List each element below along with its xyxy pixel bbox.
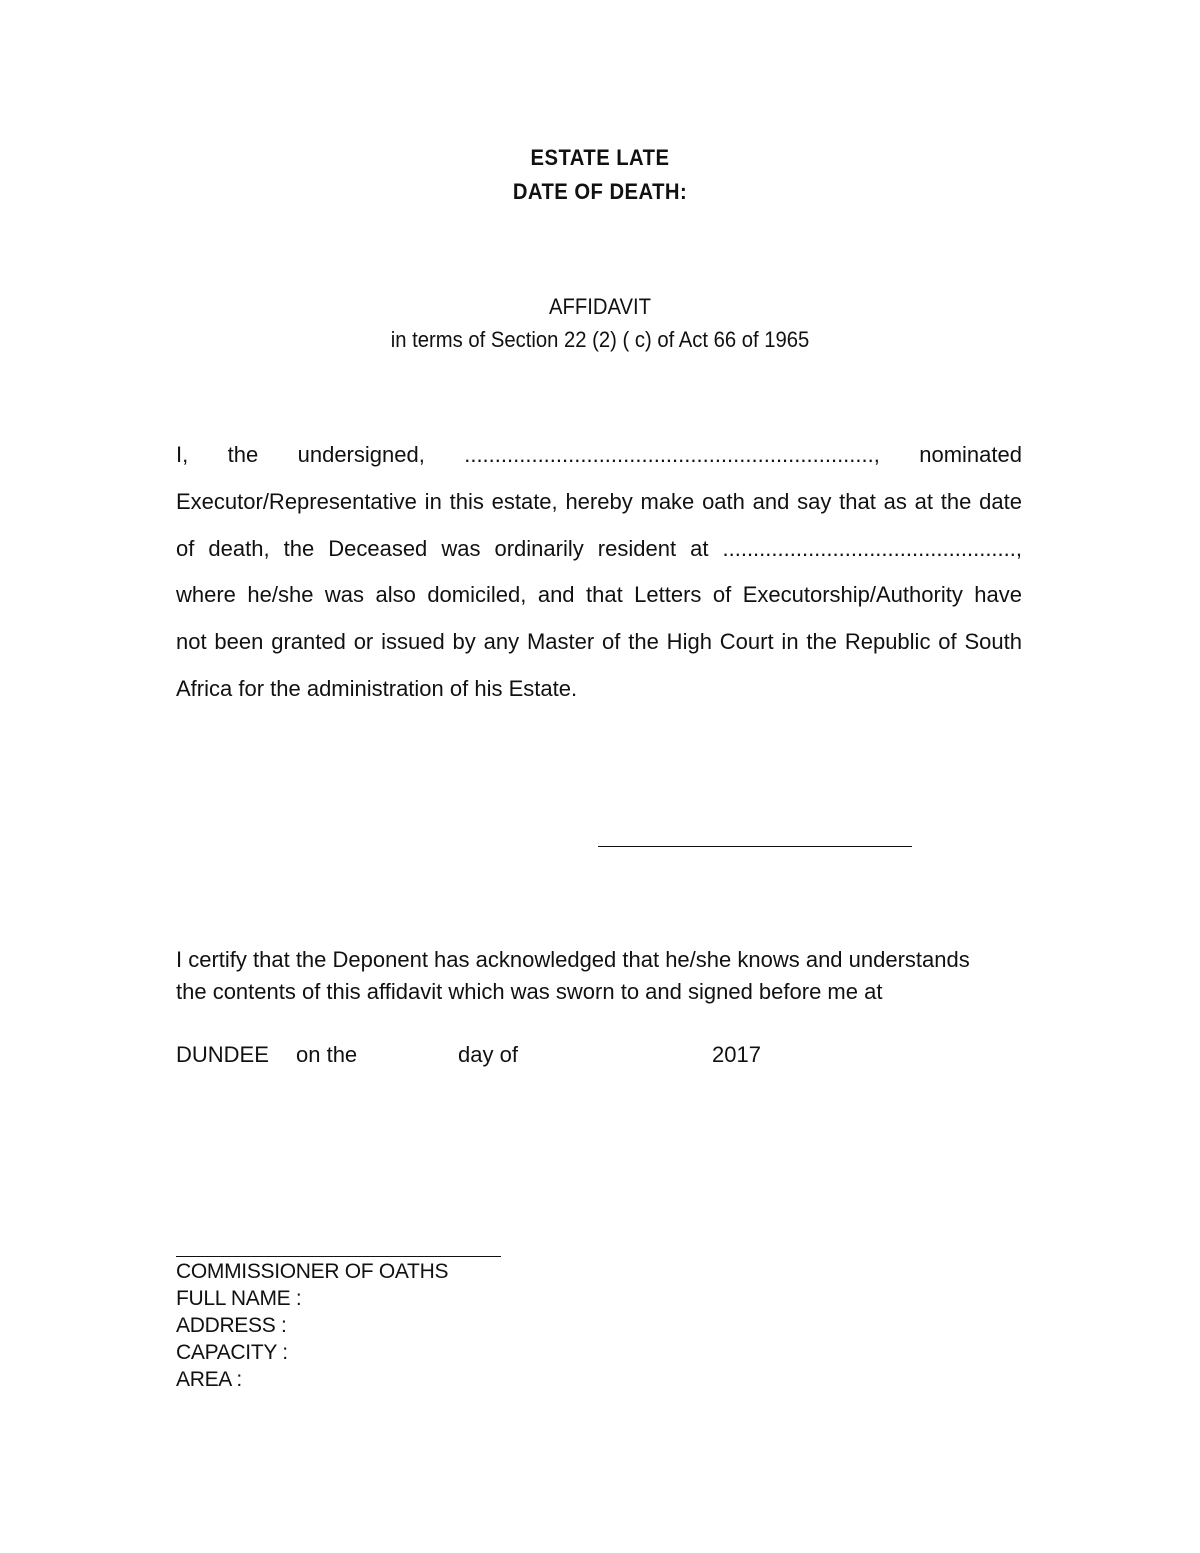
day-of-label: day of <box>458 1042 518 1067</box>
commissioner-title: COMMISSIONER OF OATHS <box>176 1260 449 1283</box>
place-name: DUNDEE <box>176 1042 269 1067</box>
date-of-death-heading: DATE OF DEATH: <box>512 179 688 204</box>
on-the-label: on the <box>296 1042 358 1067</box>
certification-line-1: I certify that the Deponent has acknowledged that he/she knows and understands <box>176 947 970 972</box>
statement-line-3: of death, the Deceased was ordinarily resident at ................................................, <box>176 535 1022 561</box>
statement-line-6: Africa for the administration of his Estate. <box>176 675 578 701</box>
deponent-signature-line <box>598 846 912 847</box>
capacity-label: CAPACITY : <box>176 1341 288 1364</box>
affidavit-title: AFFIDAVIT <box>549 294 651 319</box>
statement-line-4: where he/she was also domiciled, and that Letters of Executorship/Authority have <box>176 582 1022 608</box>
name-blank: ..................................................................., <box>464 442 880 467</box>
year-value: 2017 <box>712 1042 761 1067</box>
full-name-label: FULL NAME : <box>176 1287 302 1310</box>
address-label: ADDRESS : <box>176 1314 287 1337</box>
estate-late-heading: ESTATE LATE <box>530 145 670 170</box>
area-label: AREA : <box>176 1368 242 1391</box>
commissioner-signature-line <box>176 1256 501 1257</box>
statement-line-5: not been granted or issued by any Master of the High Court in the Republic of South <box>176 629 1022 655</box>
statement-word: the <box>227 442 259 467</box>
certification-line-2: the contents of this affidavit which was sworn to and signed before me at <box>176 979 883 1004</box>
commissioner-block <box>176 1258 448 1393</box>
statement-word: undersigned, <box>297 442 425 467</box>
statement-paragraph <box>176 432 1022 713</box>
statement-line-1 <box>176 432 1022 479</box>
statement-word: I, <box>176 442 189 467</box>
affidavit-subtitle: in terms of Section 22 (2) ( c) of Act 66 of 1965 <box>390 327 810 352</box>
statement-line-2: Executor/Representative in this estate, hereby make oath and say that as at the date <box>176 488 1022 514</box>
statement-word: nominated <box>919 442 1022 467</box>
